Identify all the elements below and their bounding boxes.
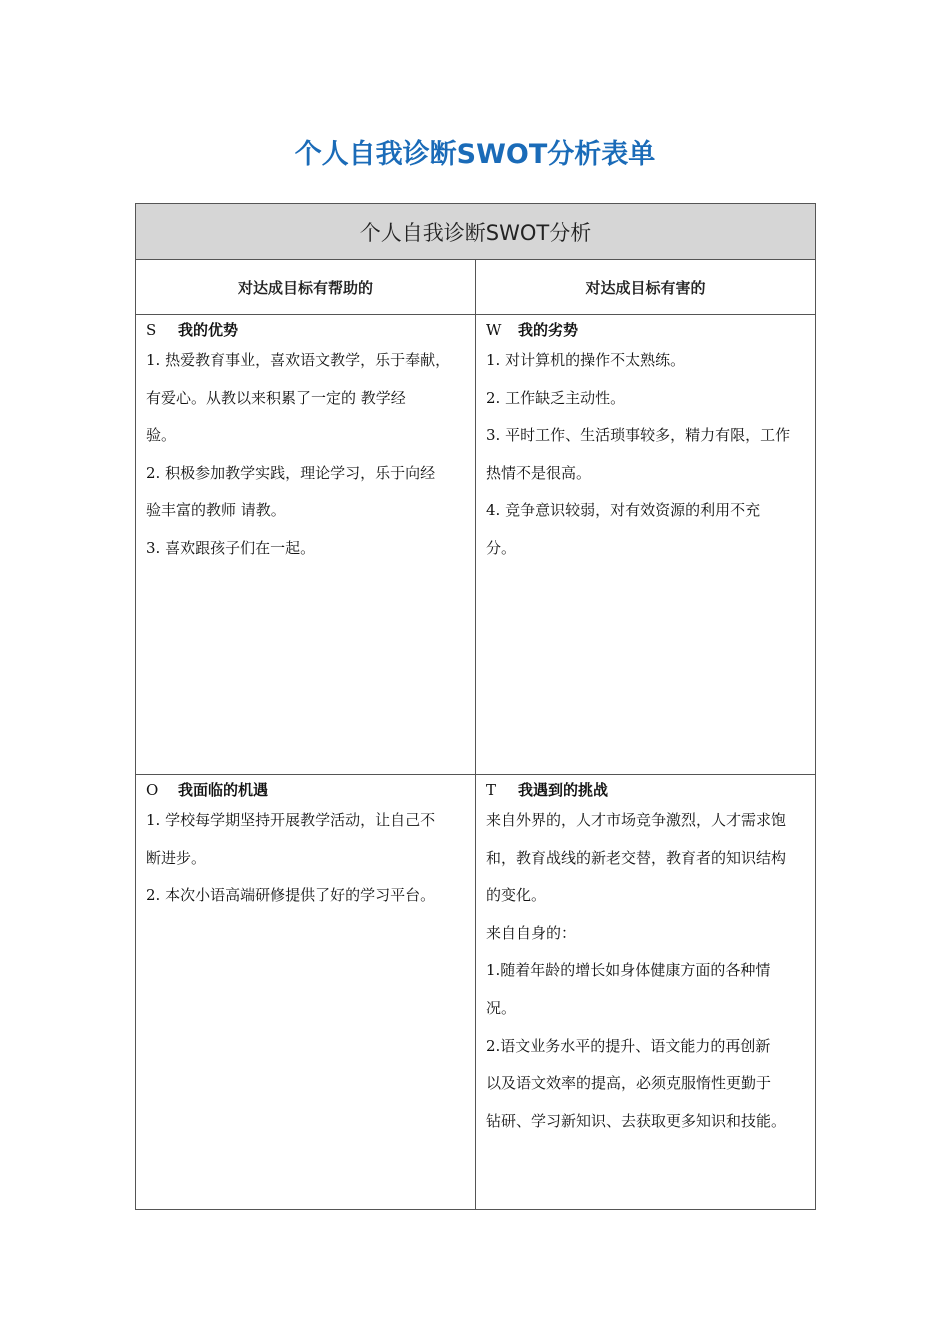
strengths-weaknesses-row xyxy=(136,315,816,775)
strengths-line: 验。 xyxy=(146,426,177,445)
table-header-row xyxy=(136,204,816,260)
threats-line: 1.随着年龄的增长如身体健康方面的各种情 xyxy=(486,961,771,980)
opportunities-label: 我面临的机遇 xyxy=(178,781,269,799)
strengths-letter: S xyxy=(146,321,157,339)
strengths-list xyxy=(146,342,467,568)
weaknesses-line: 分。 xyxy=(486,538,517,557)
threats-line: 况。 xyxy=(486,998,517,1017)
threats-line: 和，教育战线的新老交替，教育者的知识结构 xyxy=(486,848,787,867)
opportunities-cell xyxy=(136,775,476,1210)
strengths-line: 1. 热爱教育事业，喜欢语文教学，乐于奉献， xyxy=(146,351,451,369)
weaknesses-label: 我的劣势 xyxy=(518,321,579,339)
opportunities-threats-row xyxy=(136,775,816,1210)
opportunities-line: 1. 学校每学期坚持开展教学活动，让自己不 xyxy=(146,811,436,829)
swot-table xyxy=(135,203,816,1210)
threats-line: 来自外界的，人才市场竞争激烈，人才需求饱 xyxy=(486,811,787,829)
weaknesses-line: 4. 竞争意识较弱，对有效资源的利用不充 xyxy=(486,501,761,520)
opportunities-line: 断进步。 xyxy=(146,848,207,867)
opportunities-letter: O xyxy=(146,781,159,799)
opportunities-heading xyxy=(146,778,467,802)
threats-label: 我遇到的挑战 xyxy=(518,781,609,799)
threats-cell xyxy=(476,775,816,1210)
strengths-line: 3. 喜欢跟孩子们在一起。 xyxy=(146,538,316,557)
strengths-cell xyxy=(136,315,476,775)
column-header-row xyxy=(136,260,816,315)
document-title: 个人自我诊断SWOT分析表单 xyxy=(294,139,656,170)
weaknesses-letter: W xyxy=(486,321,502,339)
weaknesses-line: 热情不是很高。 xyxy=(486,463,592,482)
strengths-line: 2. 积极参加教学实践，理论学习，乐于向经 xyxy=(146,463,436,482)
weaknesses-line: 1. 对计算机的操作不太熟练。 xyxy=(486,351,686,369)
strengths-label: 我的优势 xyxy=(178,321,239,339)
weaknesses-heading xyxy=(486,318,807,342)
threats-line: 钻研、学习新知识、去获取更多知识和技能。 xyxy=(486,1111,787,1130)
weaknesses-line: 3. 平时工作、生活琐事较多，精力有限，工作 xyxy=(486,426,791,445)
weaknesses-line: 2. 工作缺乏主动性。 xyxy=(486,388,626,407)
threats-heading xyxy=(486,778,807,802)
threats-line: 来自自身的： xyxy=(486,923,577,942)
opportunities-list xyxy=(146,802,467,915)
threats-list xyxy=(486,802,807,1140)
threats-letter: T xyxy=(486,781,497,799)
column-header-helpful: 对达成目标有帮助的 xyxy=(136,260,476,315)
threats-line: 的变化。 xyxy=(486,886,547,905)
opportunities-line: 2. 本次小语高端研修提供了好的学习平台。 xyxy=(146,886,436,905)
threats-line: 2.语文业务水平的提升、语文能力的再创新 xyxy=(486,1036,771,1055)
weaknesses-list xyxy=(486,342,807,568)
column-header-harmful: 对达成目标有害的 xyxy=(476,260,816,315)
weaknesses-cell xyxy=(476,315,816,775)
strengths-line: 验丰富的教师 请教。 xyxy=(146,501,286,520)
table-header: 个人自我诊断SWOT分析 xyxy=(136,204,816,260)
strengths-heading xyxy=(146,318,467,342)
threats-line: 以及语文效率的提高，必须克服惰性更勤于 xyxy=(486,1074,772,1093)
strengths-line: 有爱心。从教以来积累了一定的 教学经 xyxy=(146,388,406,407)
